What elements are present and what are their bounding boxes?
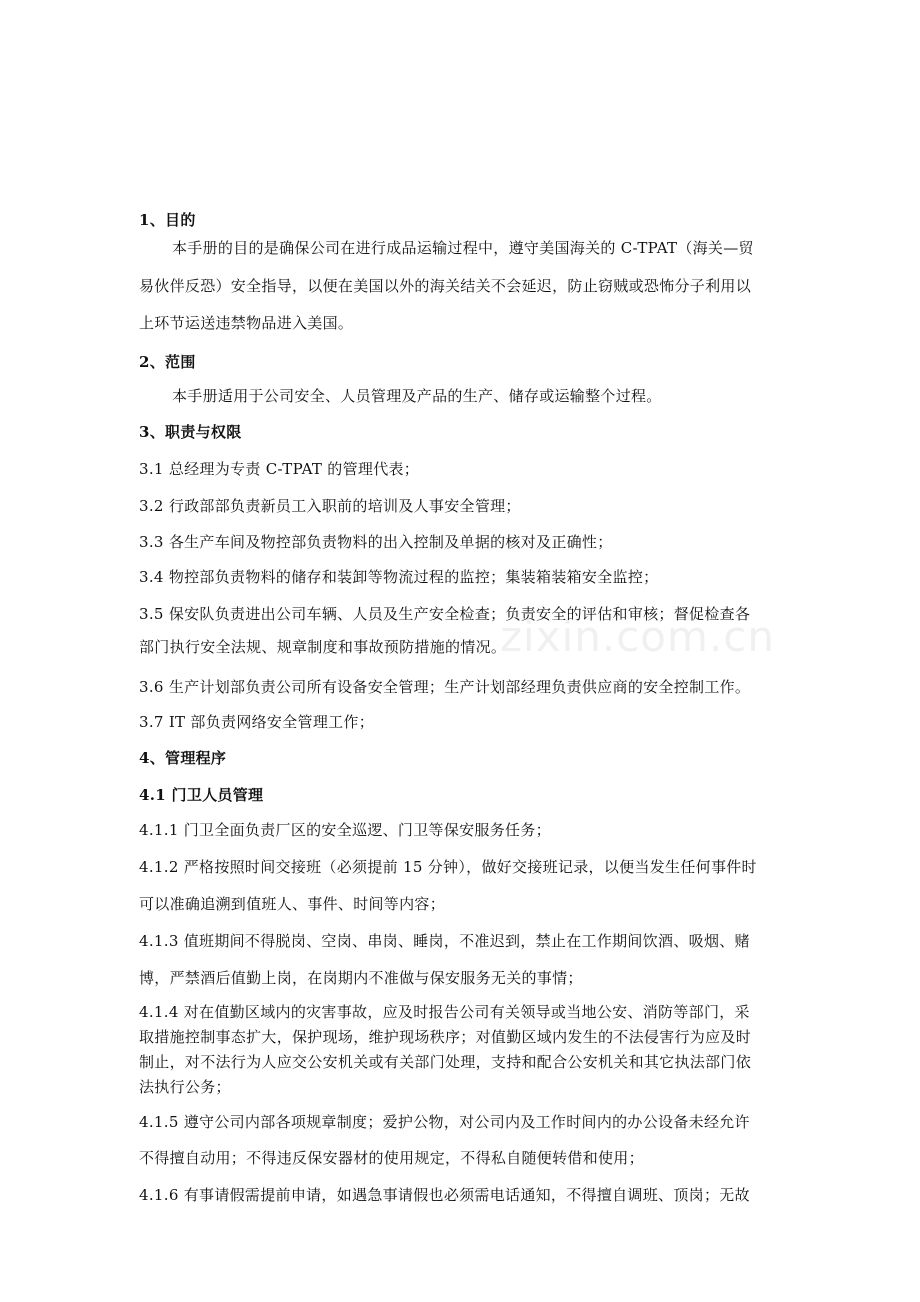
list-item: 4.1.6 有事请假需提前申请，如遇急事请假也必须需电话通知，不得擅自调班、顶岗；无故 [139,1186,750,1204]
list-item: 4.1.3 值班期间不得脱岗、空岗、串岗、睡岗，不准迟到，禁止在工作期间饮酒、吸烟、赌 [139,932,750,950]
section-4-heading: 4、管理程序 [139,749,227,767]
list-item: 3.5 保安队负责进出公司车辆、人员及生产安全检查；负责安全的评估和审核；督促检查各 [139,605,751,623]
list-item: 3.3 各生产车间及物控部负责物料的出入控制及单据的核对及正确性； [139,533,613,551]
watermark: zixin.com.cn [500,612,775,661]
list-item: 3.7 IT 部负责网络安全管理工作； [139,713,375,731]
list-item: 4.1.4 对在值勤区域内的灾害事故，应及时报告公司有关领导或当地公安、消防等部门，采 [139,1003,750,1021]
list-item: 4.1.1 门卫全面负责厂区的安全巡逻、门卫等保安服务任务； [139,821,551,839]
list-item: 法执行公务； [139,1078,231,1096]
section-2-paragraph-line: 本手册适用于公司安全、人员管理及产品的生产、储存或运输整个过程。 [172,387,662,405]
list-item: 不得擅自动用；不得违反保安器材的使用规定，不得私自随便转借和使用； [139,1149,644,1167]
section-3-heading: 3、职责与权限 [139,423,242,441]
list-item: 取措施控制事态扩大，保护现场，维护现场秩序；对值勤区域内发生的不法侵害行为应及时 [139,1028,752,1046]
section-2-heading: 2、范围 [139,353,196,371]
section-1-paragraph-line: 本手册的目的是确保公司在进行成品运输过程中，遵守美国海关的 C-TPAT（海关—贸 [172,239,754,257]
list-item: 博，严禁酒后值勤上岗，在岗期内不准做与保安服务无关的事情； [139,969,583,987]
list-item: 可以准确追溯到值班人、事件、时间等内容； [139,895,446,913]
list-item: 3.4 物控部负责物料的储存和装卸等物流过程的监控；集装箱装箱安全监控； [139,568,659,586]
list-item: 部门执行安全法规、规章制度和事故预防措施的情况。 [139,638,507,656]
list-item: 制止，对不法行为人应交公安机关或有关部门处理，支持和配合公安机关和其它执法部门依 [139,1053,752,1071]
list-item: 3.6 生产计划部负责公司所有设备安全管理；生产计划部经理负责供应商的安全控制工作。 [139,678,751,696]
subsection-4-1-heading: 4.1 门卫人员管理 [139,786,264,804]
section-1-paragraph-line: 上环节运送违禁物品进入美国。 [139,314,354,332]
list-item: 4.1.2 严格按照时间交接班（必须提前 15 分钟），做好交接班记录，以便当发生任何事件时 [139,858,757,876]
list-item: 4.1.5 遵守公司内部各项规章制度；爱护公物，对公司内及工作时间内的办公设备未经允许 [139,1113,750,1131]
section-1-heading: 1、目的 [139,211,196,229]
section-1-paragraph-line: 易伙伴反恐）安全指导，以便在美国以外的海关结关不会延迟，防止窃贼或恐怖分子利用以 [139,277,752,295]
list-item: 3.2 行政部部负责新员工入职前的培训及人事安全管理； [139,497,521,515]
list-item: 3.1 总经理为专责 C-TPAT 的管理代表； [139,460,420,478]
